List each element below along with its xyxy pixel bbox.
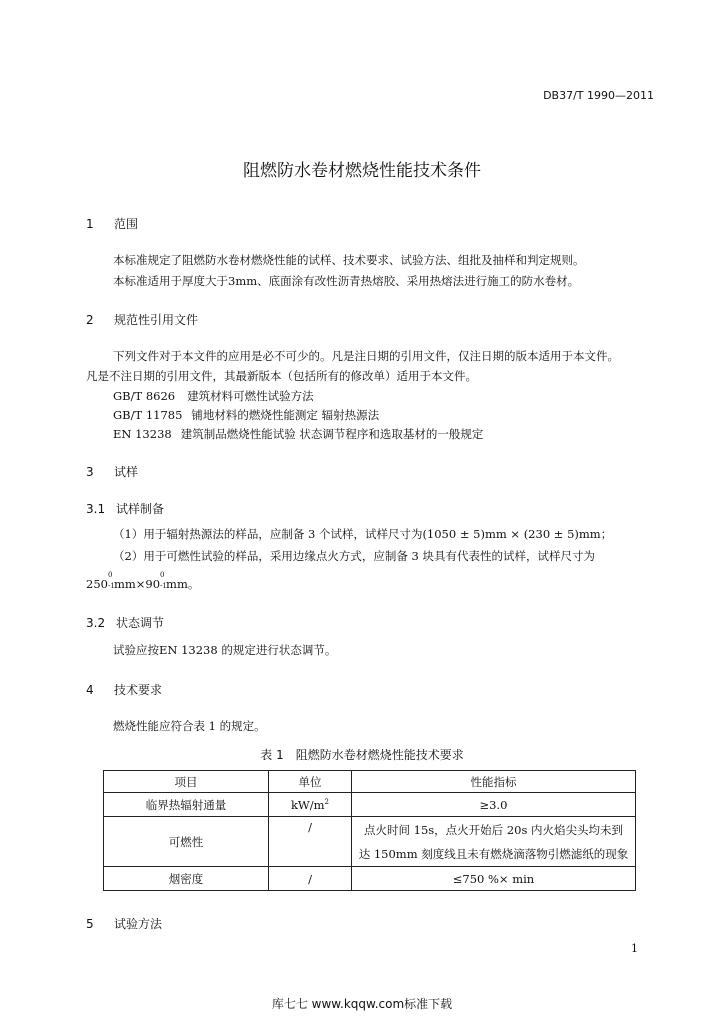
- section-1-heading: [86, 215, 138, 232]
- section-title: 范围: [114, 217, 139, 231]
- section-number: 5: [86, 917, 94, 931]
- reference-code: GB/T 11785: [113, 408, 183, 422]
- section-title: 状态调节: [116, 616, 165, 630]
- section-title: 试样: [114, 465, 139, 479]
- table-header-cell: 单位: [269, 771, 352, 793]
- dimension-b-tolerance-upper: 0: [160, 571, 165, 579]
- table-header-cell: 性能指标: [352, 771, 636, 793]
- section-number: 2: [86, 313, 94, 327]
- table-cell-value: ≥3.0: [352, 793, 636, 817]
- section-1-paragraph-1: 本标准规定了阻燃防水卷材燃烧性能的试样、技术要求、试验方法、组批及抽样和判定规则。: [113, 253, 585, 267]
- reference-name: 建筑制品燃烧性能试验 状态调节程序和选取基材的一般规定: [180, 427, 484, 441]
- page-number: 1: [631, 942, 638, 955]
- sample-prep-item-1: （1）用于辐射热源法的样品，应制备 3 个试样，试样尺寸为(1050 ± 5)mm × (230 ± 5)mm；: [113, 527, 613, 541]
- section-title: 试验方法: [114, 917, 163, 931]
- table-row: [104, 867, 636, 891]
- section-3-2-paragraph: 试验应按EN 13238 的规定进行状态调节。: [113, 643, 337, 657]
- reference-item: [113, 388, 314, 404]
- standard-code: DB37/T 1990—2011: [543, 89, 654, 102]
- section-4-paragraph: 燃烧性能应符合表 1 的规定。: [113, 719, 266, 733]
- section-3-2-heading: [86, 614, 164, 631]
- sample-prep-item-2: （2）用于可燃性试验的样品，采用边缘点火方式，应制备 3 块具有代表性的试样，试样尺寸为: [113, 549, 595, 563]
- dimension-a-tolerance-lower: -1: [107, 582, 115, 590]
- section-number: 4: [86, 683, 94, 697]
- unit-superscript: 2: [324, 797, 330, 806]
- section-number: 3: [86, 465, 94, 479]
- document-title: 阻燃防水卷材燃烧性能技术条件: [243, 161, 481, 181]
- table-row: [104, 793, 636, 817]
- unit-text: kW/m: [290, 797, 325, 812]
- section-3-heading: [86, 463, 138, 480]
- section-2-paragraph-line-2: 凡是不注日期的引用文件，其最新版本（包括所有的修改单）适用于本文件。: [86, 369, 477, 383]
- reference-name: 建筑材料可燃性试验方法: [187, 389, 314, 403]
- reference-name: 铺地材料的燃烧性能测定 辐射热源法: [191, 408, 380, 422]
- table-cell-value: [352, 817, 636, 867]
- reference-code: EN 13238: [113, 427, 172, 441]
- section-3-1-heading: [86, 500, 164, 517]
- table-cell-item: 可燃性: [104, 817, 269, 867]
- reference-item: [113, 426, 483, 442]
- table-caption: 表 1 阻燃防水卷材燃烧性能技术要求: [260, 748, 464, 762]
- value-line: 点火时间 15s，点火开始后 20s 内火焰尖头均未到: [363, 822, 624, 837]
- section-number: 3.1: [86, 502, 106, 516]
- table-header-row: [104, 771, 636, 793]
- table-row: [104, 817, 636, 867]
- dimension-a: 250: [86, 577, 108, 591]
- reference-item: [113, 407, 379, 423]
- section-title: 试样制备: [116, 502, 165, 516]
- section-4-heading: [86, 681, 162, 698]
- performance-table: [103, 770, 636, 891]
- section-title: 技术要求: [114, 683, 163, 697]
- sample-dimension: [86, 571, 200, 592]
- table-cell-value: ≤750 %× min: [352, 867, 636, 891]
- table-cell-item: 临界热辐射通量: [104, 793, 269, 817]
- section-2-paragraph-line-1: 下列文件对于本文件的应用是必不可少的。凡是注日期的引用文件，仅注日期的版本适用于本文件。: [113, 349, 619, 363]
- dimension-end: mm。: [166, 577, 200, 591]
- dimension-b-tolerance-lower: -1: [160, 582, 167, 590]
- section-number: 3.2: [86, 616, 106, 630]
- table-header-cell: 项目: [104, 771, 269, 793]
- table-cell-unit: /: [269, 867, 352, 891]
- dimension-b: 90: [145, 577, 161, 591]
- table-cell-unit: [269, 793, 352, 817]
- section-number: 1: [86, 217, 94, 231]
- table-cell-unit: /: [269, 817, 352, 867]
- dimension-separator: mm×: [113, 577, 146, 591]
- section-1-paragraph-2: 本标准适用于厚度大于3mm、底面涂有改性沥青热熔胶、采用热熔法进行施工的防水卷材。: [113, 274, 580, 288]
- footer-watermark[interactable]: 库七七 www.kqqw.com标准下载: [271, 997, 453, 1011]
- section-5-heading: [86, 915, 162, 932]
- value-line: 达 150mm 刻度线且未有燃烧滴落物引燃滤纸的现象: [358, 846, 629, 861]
- table-cell-item: 烟密度: [104, 867, 269, 891]
- dimension-a-tolerance-upper: 0: [107, 571, 113, 579]
- reference-code: GB/T 8626: [113, 389, 176, 403]
- section-title: 规范性引用文件: [114, 313, 199, 327]
- section-2-heading: [86, 311, 198, 328]
